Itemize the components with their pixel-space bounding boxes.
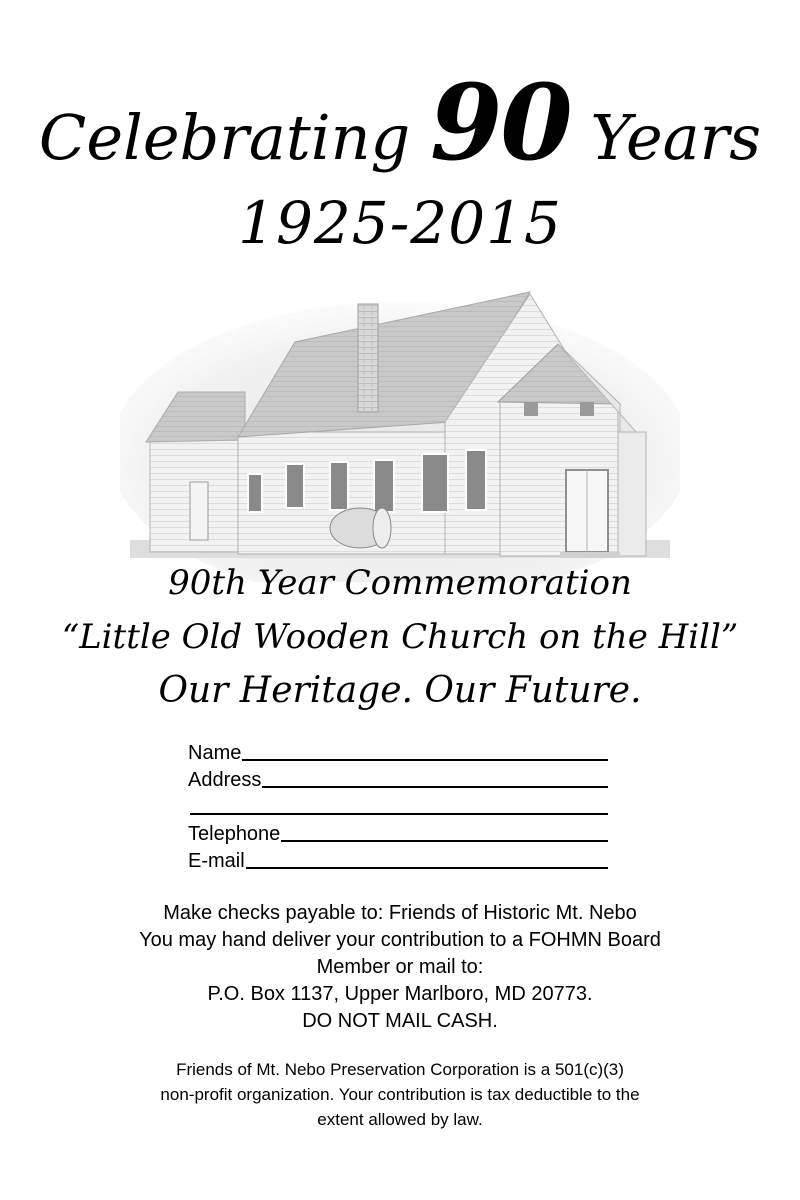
address-label: Address — [188, 769, 262, 791]
name-label: Name — [188, 742, 242, 764]
name-field[interactable] — [188, 738, 608, 765]
address-line[interactable] — [262, 786, 608, 788]
year-range: 1925-2015 — [238, 189, 562, 257]
telephone-label: Telephone — [188, 823, 281, 845]
cash-warning: DO NOT MAIL CASH. — [302, 1010, 498, 1032]
contact-form — [188, 738, 608, 873]
payment-instructions — [0, 900, 800, 1035]
legal-line-2: non-profit organization. Your contribution is tax deductible to the — [160, 1085, 640, 1104]
church-illustration — [120, 282, 680, 582]
address-line-2-field[interactable] — [188, 792, 608, 819]
address-line-2[interactable] — [190, 813, 608, 815]
email-field[interactable] — [188, 846, 608, 873]
instructions-line-3: Member or mail to: — [316, 956, 484, 978]
telephone-field[interactable] — [188, 819, 608, 846]
legal-line-1: Friends of Mt. Nebo Preservation Corporation is a 501(c)(3) — [176, 1060, 624, 1079]
title-number: 90 — [429, 61, 571, 184]
instructions-line-1: Make checks payable to: Friends of Historic Mt. Nebo — [163, 902, 637, 924]
legal-line-3: extent allowed by law. — [317, 1110, 483, 1129]
title-celebrating: Celebrating — [38, 101, 411, 174]
heritage-motto: Our Heritage. Our Future. — [158, 670, 642, 711]
commemoration-heading: 90th Year Commemoration — [168, 563, 632, 603]
mailing-address: P.O. Box 1137, Upper Marlboro, MD 20773. — [207, 983, 593, 1005]
title-years: Years — [590, 101, 762, 174]
telephone-line[interactable] — [281, 840, 608, 842]
name-line[interactable] — [242, 759, 608, 761]
instructions-line-2: You may hand deliver your contribution to a FOHMN Board — [139, 929, 661, 951]
address-field[interactable] — [188, 765, 608, 792]
church-quote: “Little Old Wooden Church on the Hill” — [61, 617, 739, 657]
page-title — [0, 61, 800, 184]
email-line[interactable] — [246, 867, 608, 869]
email-label: E-mail — [188, 850, 245, 872]
tax-disclaimer — [0, 1057, 800, 1132]
